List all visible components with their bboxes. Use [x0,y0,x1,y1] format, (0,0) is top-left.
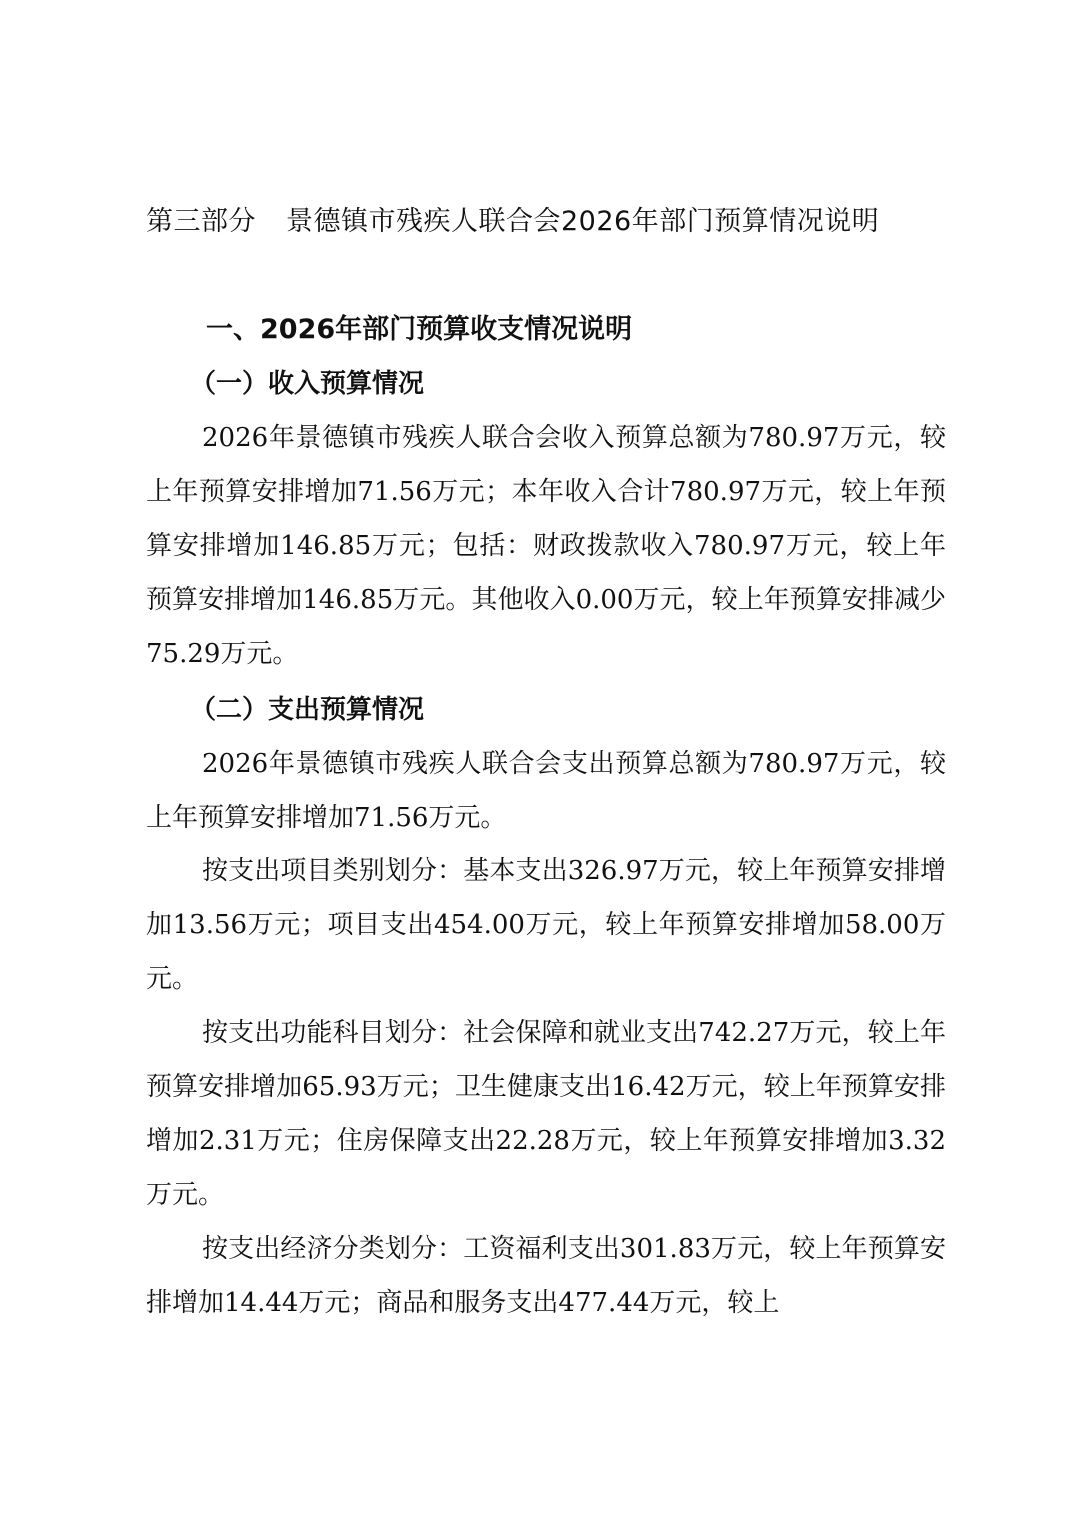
expenditure-by-economic-class-paragraph: 按支出经济分类划分：工资福利支出301.83万元，较上年预算安排增加14.44万元；商品和服务支出477.44万元，较上 [146,1234,946,1318]
expenditure-by-function-paragraph: 按支出功能科目划分：社会保障和就业支出742.27万元，较上年预算安排增加65.93万元；卫生健康支出16.42万元，较上年预算安排增加2.31万元；住房保障支出22.28万元，较上年预算安排增加3.32万元。 [146,1018,946,1210]
part-label: 第三部分 [146,206,256,237]
income-paragraph: 2026年景德镇市残疾人联合会收入预算总额为780.97万元，较上年预算安排增加71.56万元；本年收入合计780.97万元，较上年预算安排增加146.85万元；包括：财政拨款收入780.97万元，较上年预算安排增加146.85万元。其他收入0.00万元，较上年预算安排减少75.29万元。 [146,423,946,669]
part-title-text: 景德镇市残疾人联合会2026年部门预算情况说明 [286,206,880,237]
section-heading: 一、2026年部门预算收支情况说明 [206,314,633,345]
expenditure-total-paragraph: 2026年景德镇市残疾人联合会支出预算总额为780.97万元，较上年预算安排增加71.56万元。 [146,749,946,833]
expenditure-by-project-paragraph: 按支出项目类别划分：基本支出326.97万元，较上年预算安排增加13.56万元；项目支出454.00万元，较上年预算安排增加58.00万元。 [146,856,946,994]
part-title [146,200,986,244]
subsection-heading-income: （一）收入预算情况 [190,369,425,399]
subsection-heading-expenditure: （二）支出预算情况 [190,695,425,725]
